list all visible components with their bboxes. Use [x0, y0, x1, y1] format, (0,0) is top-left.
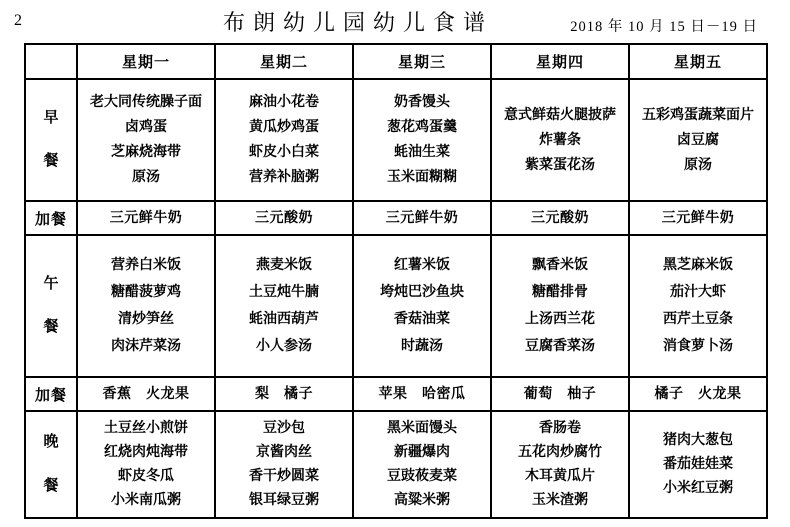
row-label-text: 加餐: [34, 387, 67, 404]
menu-item: 橘子 火龙果: [654, 386, 742, 402]
page-number: 2: [14, 12, 22, 29]
day-header-friday: 星期五: [629, 44, 767, 79]
menu-item: 香干炒圆菜: [249, 468, 319, 484]
menu-item: 黑芝麻米饭: [663, 258, 733, 273]
menu-item: 豆腐香菜汤: [525, 339, 595, 354]
corner-cell: [25, 44, 77, 79]
menu-cell-lunch-monday: [77, 235, 215, 377]
day-header-tuesday: 星期二: [215, 44, 353, 79]
menu-cell-dinner-thursday: [491, 411, 629, 518]
menu-item: 银耳绿豆粥: [249, 492, 319, 508]
menu-item: 黑米面馒头: [387, 420, 457, 436]
menu-item: 西芹土豆条: [663, 312, 733, 327]
menu-cell-snack1-tuesday: [215, 201, 353, 235]
row-label-text: 晚餐: [43, 434, 59, 494]
row-label-text: 早餐: [43, 109, 59, 169]
menu-cell-snack1-wednesday: [353, 201, 491, 235]
lunch-row: [25, 235, 767, 377]
menu-item: 蚝油生菜: [394, 145, 450, 160]
menu-item: 京酱肉丝: [256, 444, 312, 460]
menu-cell-snack2-friday: [629, 377, 767, 411]
menu-table: [24, 43, 768, 519]
menu-item: 香菇油菜: [394, 312, 450, 327]
menu-item: 香蕉 火龙果: [102, 386, 190, 402]
menu-item: 营养补脑粥: [249, 170, 319, 185]
menu-item: 飘香米饭: [532, 258, 588, 273]
day-header-monday: 星期一: [77, 44, 215, 79]
menu-item: 三元酸奶: [531, 210, 589, 226]
menu-item: 红薯米饭: [394, 258, 450, 273]
menu-item: 五花肉炒腐竹: [518, 444, 602, 460]
menu-item: 消食萝卜汤: [663, 339, 733, 354]
menu-cell-snack1-monday: [77, 201, 215, 235]
menu-item: 时蔬汤: [401, 339, 443, 354]
menu-item: 猪肉大葱包: [663, 432, 733, 448]
menu-item: 意式鲜菇火腿披萨: [504, 107, 616, 123]
menu-item: 三元鲜牛奶: [661, 210, 735, 226]
menu-item: 小人参汤: [256, 339, 312, 354]
menu-cell-breakfast-monday: [77, 79, 215, 201]
menu-item: 燕麦米饭: [256, 258, 312, 273]
menu-item: 土豆炖牛腩: [249, 285, 319, 300]
menu-item: 老大同传统臊子面: [90, 95, 202, 110]
afternoon-snack-row: [25, 377, 767, 411]
menu-item: 卤鸡蛋: [125, 120, 167, 135]
row-label-text: 加餐: [34, 211, 67, 228]
menu-item: 炸薯条: [539, 132, 581, 148]
menu-item: 葱花鸡蛋羹: [387, 120, 457, 135]
menu-item: 小米红豆粥: [663, 480, 733, 496]
menu-item: 三元酸奶: [255, 210, 313, 226]
menu-cell-snack1-friday: [629, 201, 767, 235]
menu-item: 虾皮小白菜: [249, 145, 319, 160]
menu-cell-breakfast-tuesday: [215, 79, 353, 201]
row-label-text: 午餐: [43, 275, 59, 335]
menu-cell-breakfast-friday: [629, 79, 767, 201]
menu-cell-dinner-tuesday: [215, 411, 353, 518]
menu-item: 原汤: [684, 157, 712, 173]
dinner-row: [25, 411, 767, 518]
menu-item: 芝麻烧海带: [111, 145, 181, 160]
menu-item: 垮炖巴沙鱼块: [380, 285, 464, 300]
menu-item: 卤豆腐: [677, 132, 719, 148]
menu-item: 豆沙包: [263, 420, 305, 436]
menu-item: 新疆爆肉: [394, 444, 450, 460]
menu-cell-lunch-friday: [629, 235, 767, 377]
menu-item: 苹果 哈密瓜: [378, 386, 466, 402]
menu-cell-dinner-monday: [77, 411, 215, 518]
menu-cell-breakfast-thursday: [491, 79, 629, 201]
menu-item: 紫菜蛋花汤: [525, 157, 595, 173]
menu-item: 香肠卷: [539, 420, 581, 436]
menu-cell-breakfast-wednesday: [353, 79, 491, 201]
row-label-dinner: [25, 411, 77, 518]
menu-cell-snack2-thursday: [491, 377, 629, 411]
menu-item: 番茄娃娃菜: [663, 456, 733, 472]
menu-item: 虾皮冬瓜: [118, 468, 174, 484]
menu-item: 玉米渣粥: [532, 492, 588, 508]
menu-item: 清炒笋丝: [118, 312, 174, 327]
menu-item: 上汤西兰花: [525, 312, 595, 327]
page-title: 布朗幼儿园幼儿食谱: [222, 10, 493, 35]
menu-cell-snack2-wednesday: [353, 377, 491, 411]
menu-item: 高粱米粥: [394, 492, 450, 508]
menu-cell-snack2-tuesday: [215, 377, 353, 411]
menu-item: 营养白米饭: [111, 258, 181, 273]
menu-item: 原汤: [132, 170, 160, 185]
date-range: 2018 年 10 月 15 日－19 日: [570, 19, 758, 35]
morning-snack-row: [25, 201, 767, 235]
menu-cell-lunch-thursday: [491, 235, 629, 377]
row-label-snack-2: [25, 377, 77, 411]
menu-item: 木耳黄瓜片: [525, 468, 595, 484]
day-header-row: [25, 44, 767, 79]
menu-cell-dinner-wednesday: [353, 411, 491, 518]
day-header-wednesday: 星期三: [353, 44, 491, 79]
menu-item: 豆豉莜麦菜: [387, 468, 457, 484]
menu-item: 小米南瓜粥: [111, 492, 181, 508]
menu-item: 麻油小花卷: [249, 95, 319, 110]
menu-cell-snack2-monday: [77, 377, 215, 411]
menu-item: 玉米面糊糊: [387, 170, 457, 185]
menu-cell-dinner-friday: [629, 411, 767, 518]
row-label-breakfast: [25, 79, 77, 201]
menu-item: 蚝油西葫芦: [249, 312, 319, 327]
menu-item: 糖醋菠萝鸡: [111, 285, 181, 300]
menu-item: 糖醋排骨: [532, 285, 588, 300]
menu-cell-lunch-wednesday: [353, 235, 491, 377]
breakfast-row: [25, 79, 767, 201]
menu-item: 三元鲜牛奶: [385, 210, 459, 226]
menu-item: 红烧肉炖海带: [104, 444, 188, 460]
menu-cell-lunch-tuesday: [215, 235, 353, 377]
menu-item: 五彩鸡蛋蔬菜面片: [642, 107, 754, 123]
menu-item: 肉沫芹菜汤: [111, 339, 181, 354]
menu-item: 奶香馒头: [394, 95, 450, 110]
menu-cell-snack1-thursday: [491, 201, 629, 235]
menu-item: 三元鲜牛奶: [109, 210, 183, 226]
menu-item: 葡萄 柚子: [523, 386, 597, 402]
row-label-lunch: [25, 235, 77, 377]
menu-item: 梨 橘子: [255, 386, 313, 402]
menu-item: 土豆丝小煎饼: [104, 420, 188, 436]
row-label-snack-1: [25, 201, 77, 235]
day-header-thursday: 星期四: [491, 44, 629, 79]
menu-item: 黄瓜炒鸡蛋: [249, 120, 319, 135]
menu-item: 茄汁大虾: [670, 285, 726, 300]
